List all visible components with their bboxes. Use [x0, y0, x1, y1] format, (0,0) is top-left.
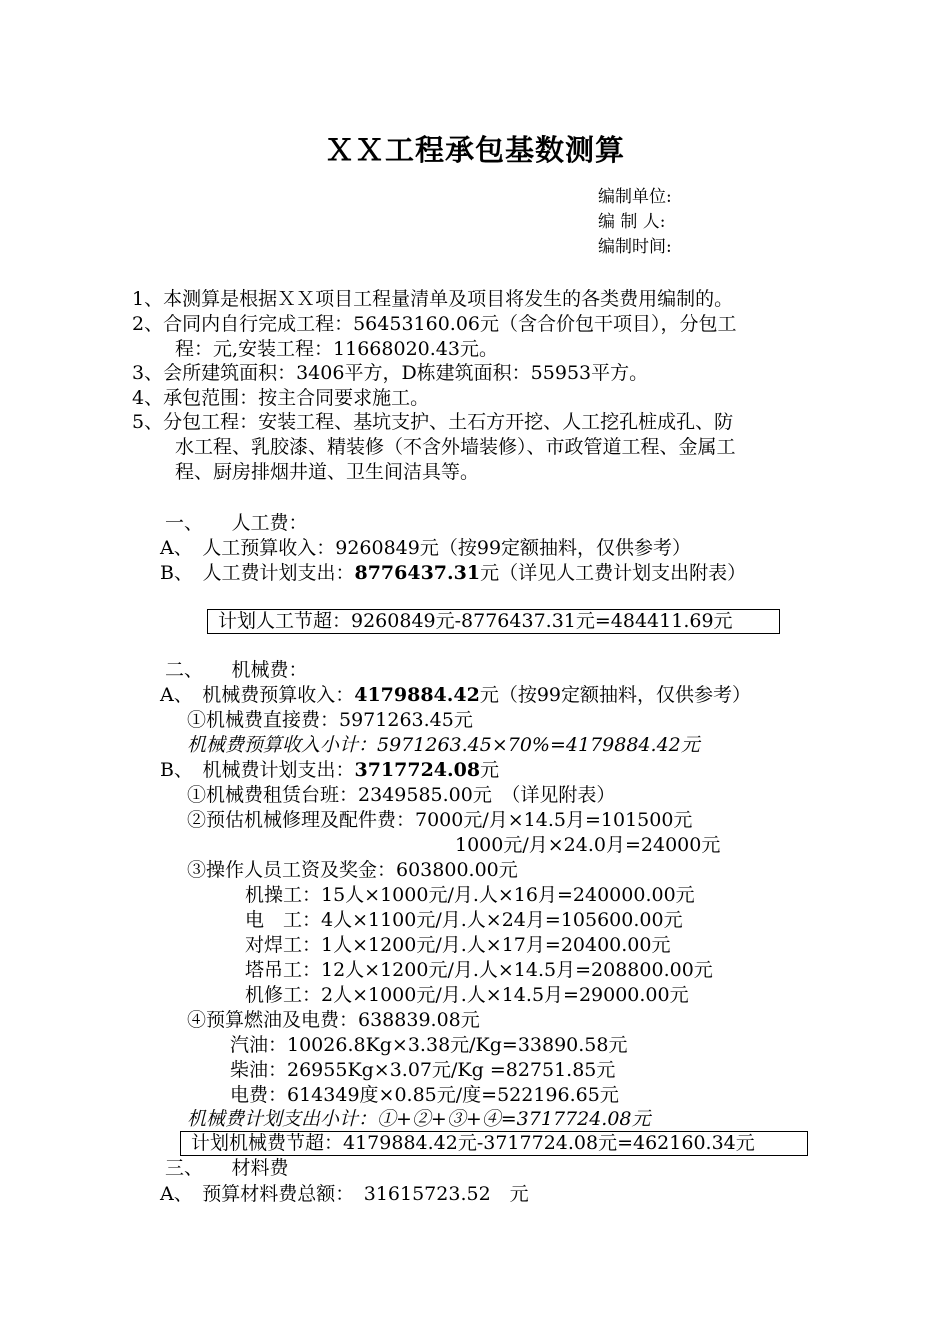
- material-budget-value: 31615723.52 元: [344, 1183, 529, 1205]
- meta-date: 编制时间:: [598, 237, 672, 257]
- labor-budget-value: 9260849元（按99定额抽料，仅供参考）: [335, 537, 692, 559]
- intro-item-2-cont: 程：元,安装工程：11668020.43元。: [175, 338, 498, 360]
- machine-budget-subtotal: 机械费预算收入小计：5971263.45×70%=4179884.42元: [187, 734, 700, 756]
- intro-item-1: 1、本测算是根据ＸＸ项目工程量清单及项目将发生的各类费用编制的。: [132, 288, 734, 310]
- intro-item-5-cont2: 程、厨房排烟井道、卫生间洁具等。: [175, 461, 480, 483]
- material-budget-label: A、 预算材料费总额：: [160, 1183, 345, 1205]
- labor-planned-amount: 8776437.31: [354, 562, 481, 584]
- labor-planned-note: 元（详见人工费计划支出附表）: [480, 562, 747, 584]
- machine-planned-label: B、 机械费计划支出：: [160, 759, 355, 781]
- machine-fuel-power: ④预算燃油及电费：638839.08元: [187, 1009, 480, 1031]
- labor-budget-label: A、 人工预算收入：: [160, 537, 336, 559]
- intro-item-5: 5、分包工程：安装工程、基坑支护、土石方开挖、人工挖孔桩成孔、防: [132, 411, 734, 433]
- machine-planned-subtotal: 机械费计划支出小计：①+②+③+④=3717724.08元: [187, 1108, 651, 1130]
- wage-row: 机操工：15人×1000元/月.人×16月=240000.00元: [245, 884, 695, 906]
- machine-operator-wages: ③操作人员工资及奖金：603800.00元: [187, 859, 518, 881]
- machine-budget-amount: 4179884.42: [354, 684, 480, 706]
- meta-author: 编 制 人:: [598, 212, 666, 232]
- intro-item-5-cont: 水工程、乳胶漆、精装修（不含外墙装修）、市政管道工程、金属工: [175, 436, 736, 458]
- machine-direct-cost: ①机械费直接费：5971263.45元: [187, 709, 473, 731]
- fuel-row: 电费：614349度×0.85元/度=522196.65元: [230, 1084, 619, 1106]
- labor-planned-label: B、 人工费计划支出：: [160, 562, 355, 584]
- page-title: ＸＸ工程承包基数测算: [324, 133, 625, 167]
- intro-item-3: 3、会所建筑面积：3406平方，D栋建筑面积：55953平方。: [132, 362, 649, 384]
- wage-row: 对焊工：1人×1200元/月.人×17月=20400.00元: [245, 934, 671, 956]
- intro-item-2: 2、合同内自行完成工程：56453160.06元（含合价包干项目），分包工: [132, 313, 737, 335]
- intro-item-4: 4、承包范围：按主合同要求施工。: [132, 387, 430, 409]
- machine-budget-note: 元（按99定额抽料，仅供参考）: [479, 684, 752, 706]
- wage-row: 塔吊工：12人×1200元/月.人×14.5月=208800.00元: [245, 959, 713, 981]
- labor-budget-income: [160, 536, 691, 560]
- machine-rental: ①机械费租赁台班：2349585.00元 （详见附表）: [187, 784, 616, 806]
- machine-repair: ②预估机械修理及配件费：7000元/月×14.5月=101500元: [187, 809, 693, 831]
- labor-saving-box: 计划人工节超：9260849元-8776437.31元=484411.69元: [207, 609, 780, 634]
- machine-saving-box: 计划机械费节超：4179884.42元-3717724.08元=462160.34元: [180, 1131, 808, 1156]
- section-material-heading: 三、 材料费: [165, 1157, 289, 1179]
- machine-repair-cont: 1000元/月×24.0月=24000元: [455, 834, 721, 856]
- section-labor-heading: 一、 人工费：: [165, 512, 308, 534]
- labor-planned-expense: [160, 561, 746, 585]
- section-machine-heading: 二、 机械费：: [165, 659, 308, 681]
- machine-planned-unit: 元: [480, 759, 500, 781]
- wage-row: 电 工：4人×1100元/月.人×24月=105600.00元: [245, 909, 683, 931]
- fuel-row: 汽油：10026.8Kg×3.38元/Kg=33890.58元: [230, 1034, 628, 1056]
- wage-row: 机修工：2人×1000元/月.人×14.5月=29000.00元: [245, 984, 689, 1006]
- machine-planned-amount: 3717724.08: [354, 759, 481, 781]
- machine-planned-expense: [160, 758, 499, 782]
- fuel-row: 柴油：26955Kg×3.07元/Kg =82751.85元: [230, 1059, 616, 1081]
- meta-unit: 编制单位:: [598, 187, 672, 207]
- machine-budget-income: [160, 683, 751, 707]
- machine-budget-label: A、 机械费预算收入：: [160, 684, 355, 706]
- material-budget-total: [160, 1182, 529, 1206]
